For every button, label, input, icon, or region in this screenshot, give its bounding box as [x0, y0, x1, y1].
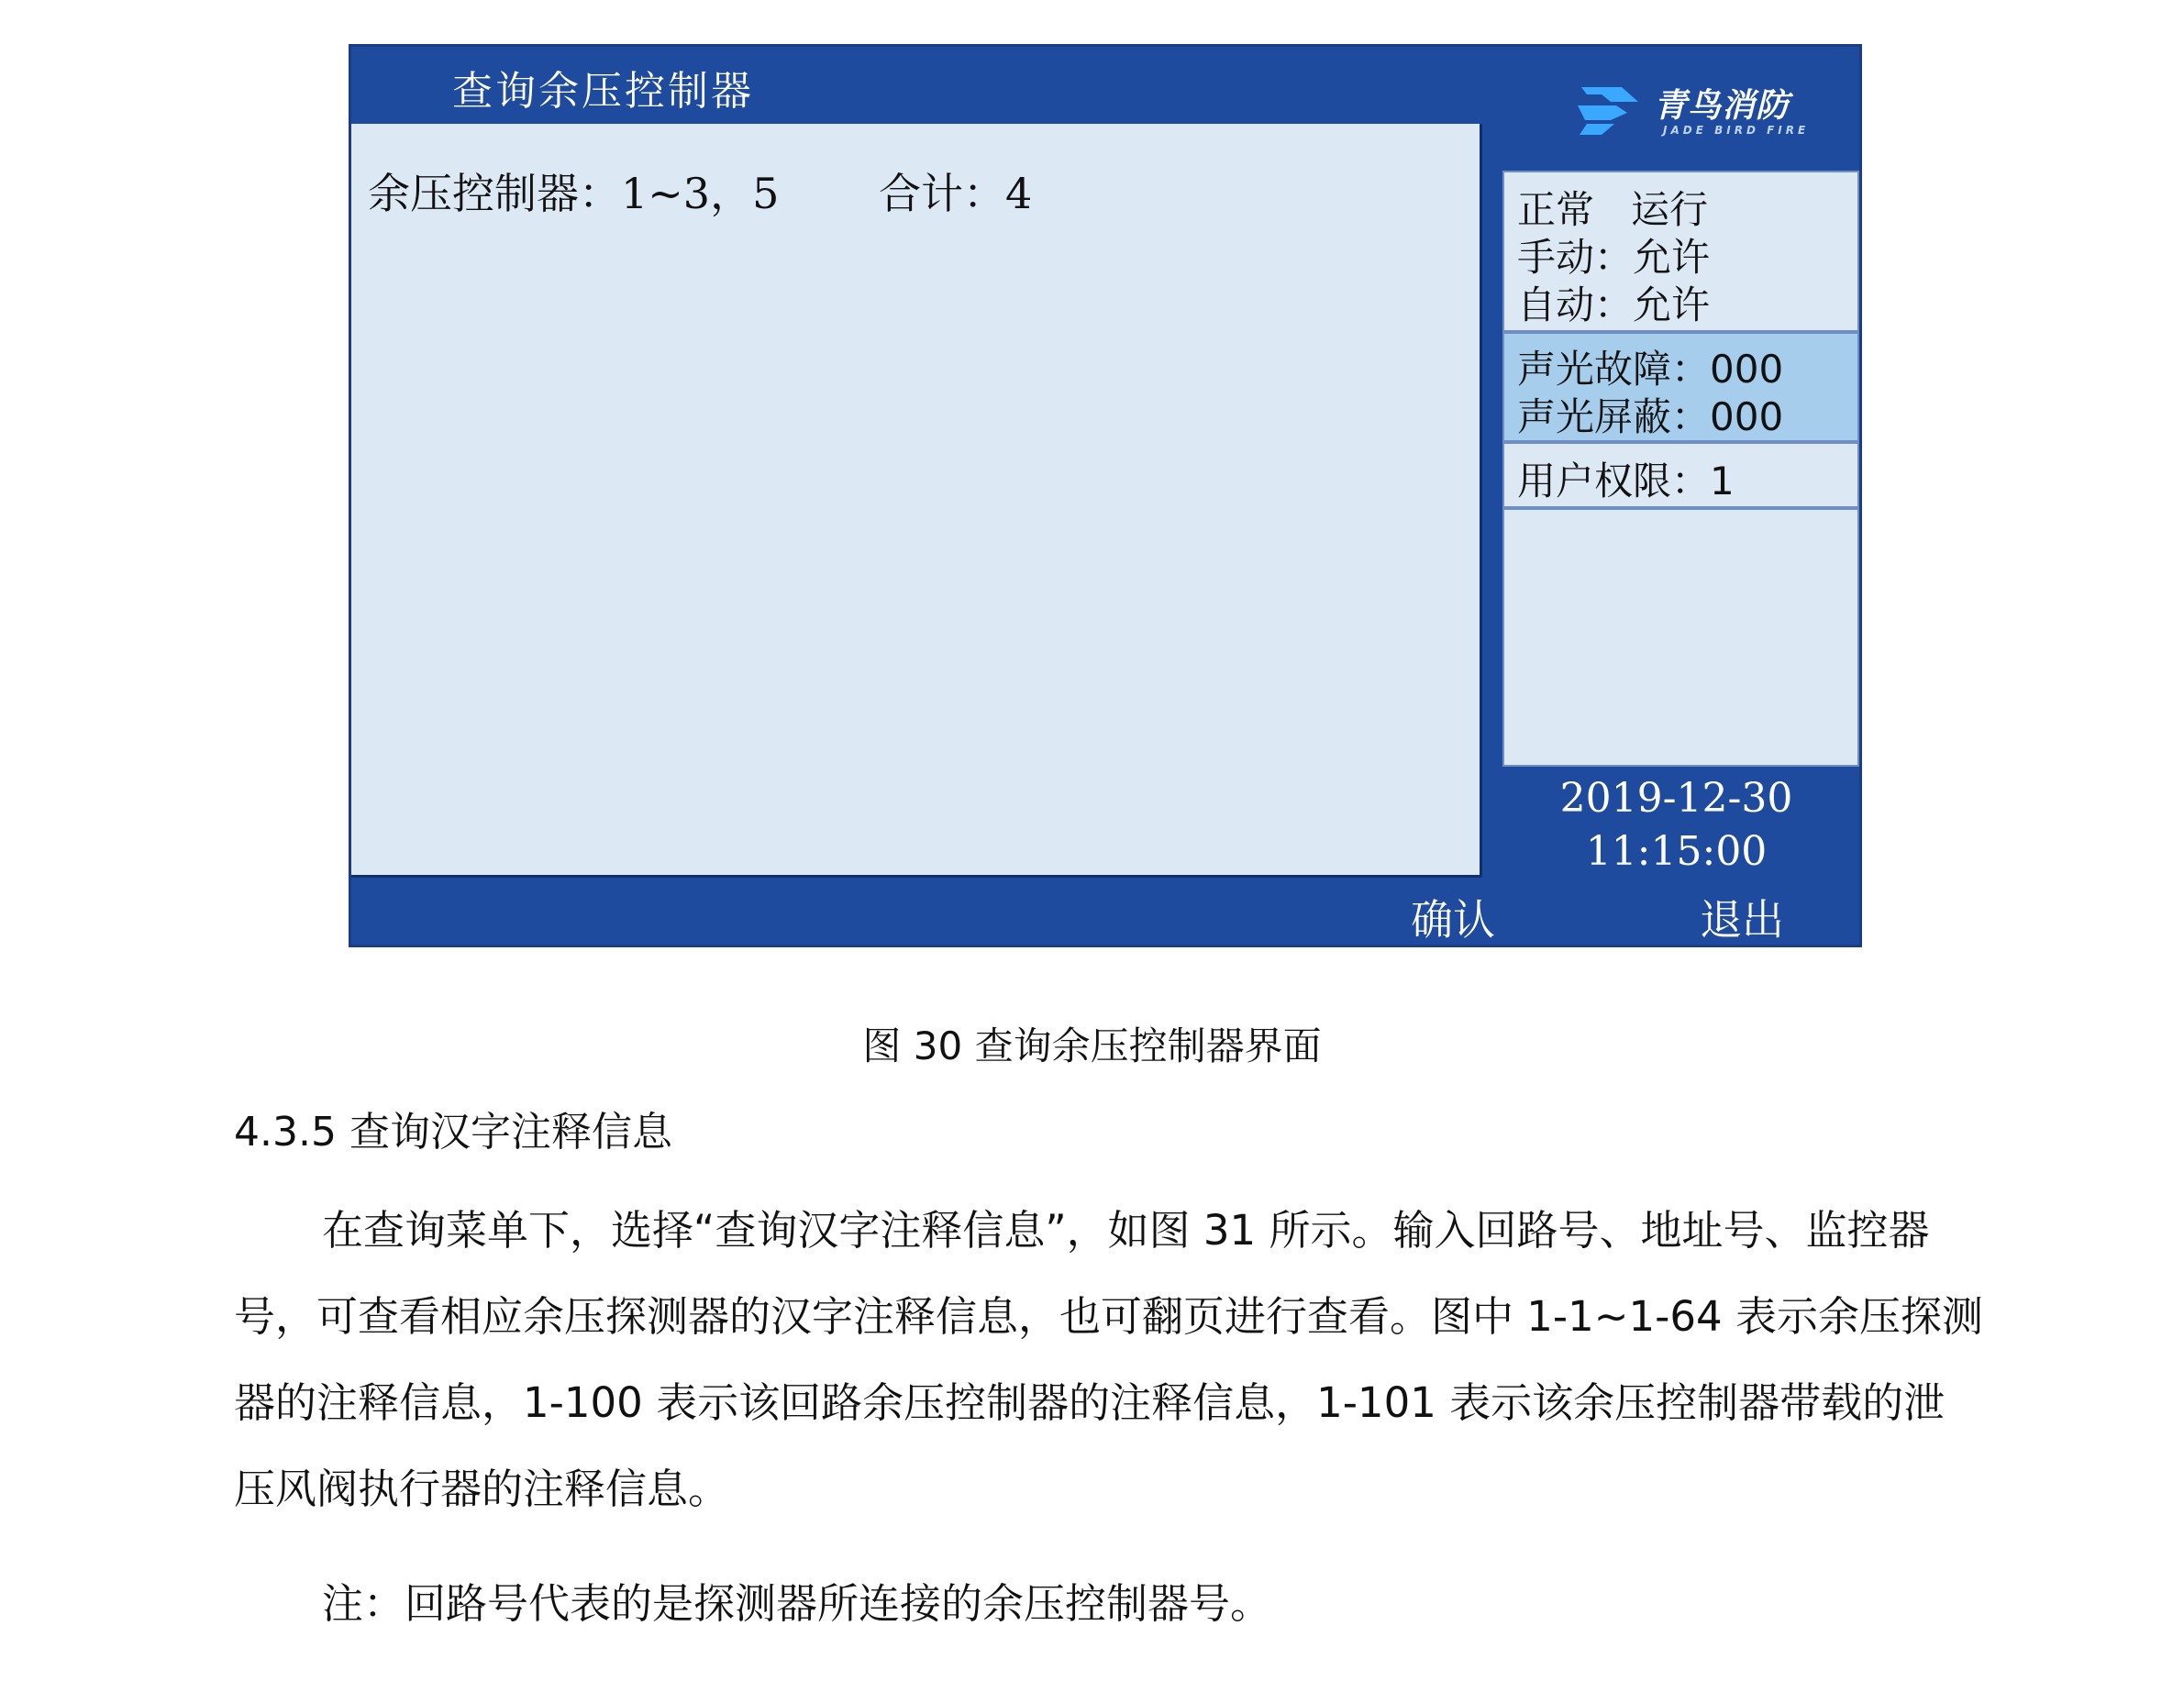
- status-run: 正常 运行: [1517, 187, 1709, 232]
- user-permission: 用户权限：1: [1517, 459, 1735, 503]
- controller-screen: [349, 44, 1862, 947]
- section-heading: 4.3.5 查询汉字注释信息: [234, 1109, 672, 1156]
- status-auto: 自动：允许: [1517, 282, 1711, 327]
- body-paragraph: 在查询菜单下，选择“查询汉字注释信息”，如图 31 所示。输入回路号、地址号、监控器号，可查看相应余压探测器的汉字注释信息，也可翻页进行查看。图中 1-1~1-64 表示余压探测器的注释信息，1-100 表示该回路余压控制器的注释信息，1-101 表示该余压控制器带载的泄压风阀执行器的注释信息。: [234, 1206, 1983, 1513]
- figure-caption: 图 30 查询余压控制器界面: [862, 1023, 1322, 1068]
- bird-logo-icon: [1574, 82, 1647, 137]
- logo-text-en: JADE BIRD FIRE: [1663, 124, 1810, 137]
- current-time: 11:15:00: [1585, 828, 1768, 875]
- alarm-shield-count: 声光屏蔽：000: [1517, 394, 1784, 439]
- alarm-fault-count: 声光故障：000: [1517, 347, 1784, 392]
- fault-box: [1502, 332, 1859, 442]
- controller-total: 合计：4: [879, 169, 1033, 218]
- current-date: 2019-12-30: [1559, 775, 1793, 822]
- datetime: [1493, 767, 1859, 878]
- note-text: 注：回路号代表的是探测器所连接的余压控制器号。: [322, 1579, 1272, 1628]
- confirm-button[interactable]: 确认: [1411, 895, 1495, 945]
- title-bar: [351, 47, 1482, 124]
- status-box: [1502, 171, 1859, 332]
- screen-title: 查询余压控制器: [452, 68, 754, 115]
- controller-summary: 余压控制器：1~3，5: [368, 169, 780, 218]
- permission-box: [1502, 442, 1859, 508]
- side-panel: [1493, 47, 1859, 878]
- logo-text-cn: 青鸟消防: [1654, 87, 1790, 125]
- empty-info-area: [1502, 508, 1859, 767]
- main-panel: [351, 124, 1482, 878]
- bottom-bar: [351, 878, 1859, 945]
- status-manual: 手动：允许: [1517, 235, 1711, 280]
- exit-button[interactable]: 退出: [1700, 895, 1784, 945]
- brand-logo: [1493, 47, 1859, 171]
